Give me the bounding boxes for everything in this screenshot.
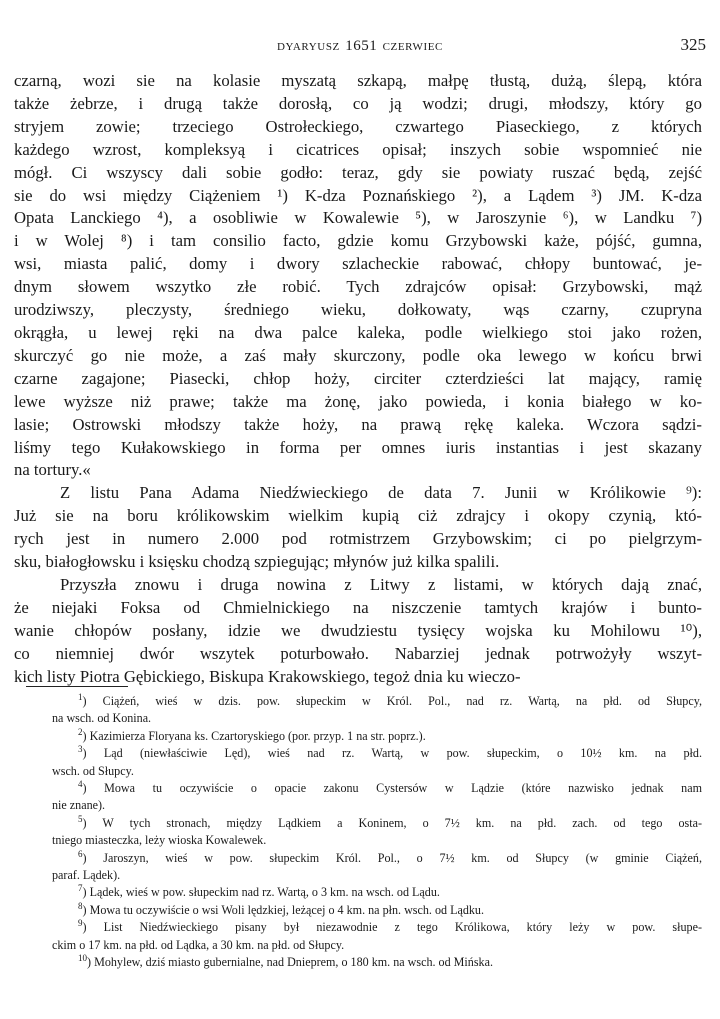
running-title-year: 1651	[345, 38, 378, 54]
text-line: czarne zagajone; Piasecki, chłop hoży, circiter czterdzieści lat mający, ramię	[14, 368, 702, 388]
footnote-number: 2	[78, 726, 83, 737]
text-line: Z listu Pana Adama Niedźwieckiego de data 7. Junii w Królikowie ⁹):	[60, 483, 702, 503]
text-line: wanie chłopów posłany, idzie we dwudziestu tysięcy wojska ku Mohilowu ¹⁰),	[14, 620, 702, 640]
text-line: skurczyć go nie może, a zaś mały skurczony, podle oka lewego w końcu brwi	[14, 345, 702, 365]
text-line: urodziwszy, pleczysty, średniego wieku, dołkowaty, wąs czarny, czupryna	[14, 300, 702, 320]
footnote-text: Ląd (niewłaściwie Lęd), wieś nad rz. Wartą, w pow. słupeckim, o 10½ km. na płd.	[103, 746, 702, 761]
text-line: mógł. Ci wszyscy dali sobie godło: teraz, gdy sie powiaty ruszać będą, zejść	[14, 162, 702, 182]
text-line: i w Wolej ⁸) i tam consilio facto, gdzie komu Grzybowski każe, pójść, gumna,	[14, 231, 702, 251]
text-line: Już sie na boru królikowskim wielkim kupią ciż zdrajcy i okopy czynią, któ-	[14, 506, 702, 526]
footnote	[26, 745, 702, 780]
footnote-paren: )	[82, 850, 104, 865]
running-title-right: CZERWIEC	[382, 41, 443, 53]
footnote	[26, 884, 702, 901]
text-line: wsi, miasta palić, domy i dwory szlacheckie rabować, chłopy buntować, je-	[14, 254, 702, 274]
text-line: lasie; Ostrowski młodszy także hoży, na prawą rękę kaleka. Wczora sądzi-	[14, 414, 702, 434]
footnote-text: Mowa tu oczywiście o wsi Woli lędzkiej, leżącej o 4 km. na płn. wsch. od Lądku.	[89, 902, 485, 917]
footnote-number: 1	[78, 692, 83, 702]
footnote-paren: )	[82, 902, 90, 917]
text-line: sku, białogłowsku i księsku chodzą szpiegując; młynów już kilka spalili.	[14, 552, 500, 572]
text-line: czarną, wozi sie na kolasie myszatą szkapą, małpę tłustą, dużą, ślepą, która	[14, 71, 702, 90]
text-line: rych jest in numero 2.000 pod rotmistrzem Grzybowskim; ci po pielgrzym-	[14, 529, 702, 549]
footnote-number: 4	[78, 779, 83, 790]
text-line: Przyszła znowu i druga nowina z Litwy z listami, w których dają znać,	[60, 574, 702, 594]
footnote	[26, 902, 702, 919]
footnote-text: List Niedźwieckiego pisany był niezawodnie z tego Królikowa, który leży w pow. słupe-	[103, 920, 702, 935]
text-line: sie do wsi między Ciążeniem ¹) K-dza Poznańskiego ²), a Lądem ³) JM. K-dza	[14, 185, 702, 205]
footnote-number: 6	[78, 848, 83, 859]
text-line: każdego wzrost, kompleksyą i cicatrices opisał; inszych sobie wspomnieć nie	[14, 139, 702, 159]
main-text	[14, 70, 702, 688]
footnote-text: Lądek, wieś w pow. słupeckim nad rz. Wartą, o 3 km. na wsch. od Lądu.	[89, 885, 440, 900]
footnote-number: 8	[78, 900, 83, 911]
footnote-paren: )	[82, 746, 104, 761]
footnote	[26, 954, 702, 971]
text-line: lewe wyższe niż prawe; także ma żonę, jako powieda, i konia białego w ko-	[14, 391, 702, 411]
footnote	[26, 815, 702, 850]
footnote-number: 5	[78, 813, 83, 824]
text-line: stryjem zowie; trzeciego Ostrołeckiego, czwartego Piaseckiego, z których	[14, 116, 702, 136]
footnote-text: Ciążeń, wieś w dzis. pow. słupeckim w Król. Pol., nad rz. Wartą, na płd. od Słupcy,	[102, 694, 702, 708]
footnote-text: nie znane).	[52, 798, 106, 813]
running-title	[14, 38, 706, 55]
paragraph-3	[14, 574, 702, 689]
footnote-text: Jaroszyn, wieś w pow. słupeckim Król. Pol., o 7½ km. od Słupcy (w gminie Ciążeń,	[103, 850, 702, 865]
text-line: na tortury.«	[14, 460, 91, 480]
text-line: Opata Lanckiego ⁴), a osobliwie w Kowalewie ⁵), w Jaroszynie ⁶), w Landku ⁷)	[14, 208, 702, 228]
paragraph-1	[14, 70, 702, 482]
footnote-number: 7	[78, 883, 83, 894]
running-head	[14, 35, 706, 60]
footnote-number: 10	[78, 953, 87, 964]
footnote-paren: )	[82, 728, 90, 743]
footnote-text: tniego miasteczka, leży wioska Kowalewek.	[52, 833, 267, 848]
text-line: że niejaki Foksa od Chmielnickiego na niszczenie tamtych krajów i bunto-	[14, 597, 702, 617]
footnotes	[26, 693, 702, 972]
text-line: co niemniej dwór wszytek poturbowało. Nabarziej jednak potrwożyły wszyt-	[14, 643, 702, 663]
footnote-text: Mohylew, dziś miasto gubernialne, nad Dnieprem, o 180 km. na wsch. od Mińska.	[94, 955, 493, 970]
text-line: okrągła, u lewej ręki na dwa palce kaleka, podle wielkiego stoi jako rożen,	[14, 322, 702, 342]
text-line: także żebrze, i drugą także dorosłą, co ją wodzi; drugi, młodszy, który go	[14, 93, 702, 113]
running-title-left: DYARYUSZ	[276, 41, 340, 53]
footnote-paren: )	[82, 815, 103, 830]
footnote-paren: )	[87, 955, 95, 970]
footnote-text: W tych stronach, między Lądkiem a Koninem, o 7½ km. na płd. zach. od tego osta-	[102, 815, 702, 830]
footnote	[26, 728, 702, 745]
footnote-number: 3	[78, 744, 83, 755]
footnote	[26, 780, 702, 815]
footnote-text: Kazimierza Floryana ks. Czartoryskiego (por. przyp. 1 na str. poprz.).	[89, 728, 426, 743]
footnote-paren: )	[82, 781, 105, 796]
footnote-text: wsch. od Słupcy.	[52, 763, 134, 778]
footnote-text: paraf. Lądek).	[52, 868, 121, 883]
text-line: kich listy Piotra Gębickiego, Biskupa Krakowskiego, tegoż dnia ku wieczo-	[14, 666, 521, 686]
footnote-text: na wsch. od Konina.	[52, 711, 152, 726]
footnote-paren: )	[82, 694, 103, 708]
text-line: liśmy tego Kułakowskiego in forma per omnes iuris instantias i jest skazany	[14, 437, 702, 457]
footnote-text: Mowa tu oczywiście o opacie zakonu Cystersów w Lądzie (które nazwisko jednak nam	[104, 781, 702, 796]
text-line: dnym słowem wszytko złe robić. Tych zdrajców opisał: Grzybowski, mąż	[14, 277, 702, 297]
footnote	[26, 850, 702, 885]
footnote-separator	[26, 686, 128, 687]
footnote	[26, 919, 702, 954]
footnote-paren: )	[82, 920, 104, 935]
footnote-text: ckim o 17 km. na płd. od Lądka, a 30 km. na płd. od Słupcy.	[52, 937, 345, 952]
page-number: 325	[680, 35, 706, 54]
footnote-paren: )	[82, 885, 90, 900]
paragraph-2	[14, 482, 702, 574]
footnote-number: 9	[78, 918, 83, 929]
footnote	[26, 693, 702, 728]
